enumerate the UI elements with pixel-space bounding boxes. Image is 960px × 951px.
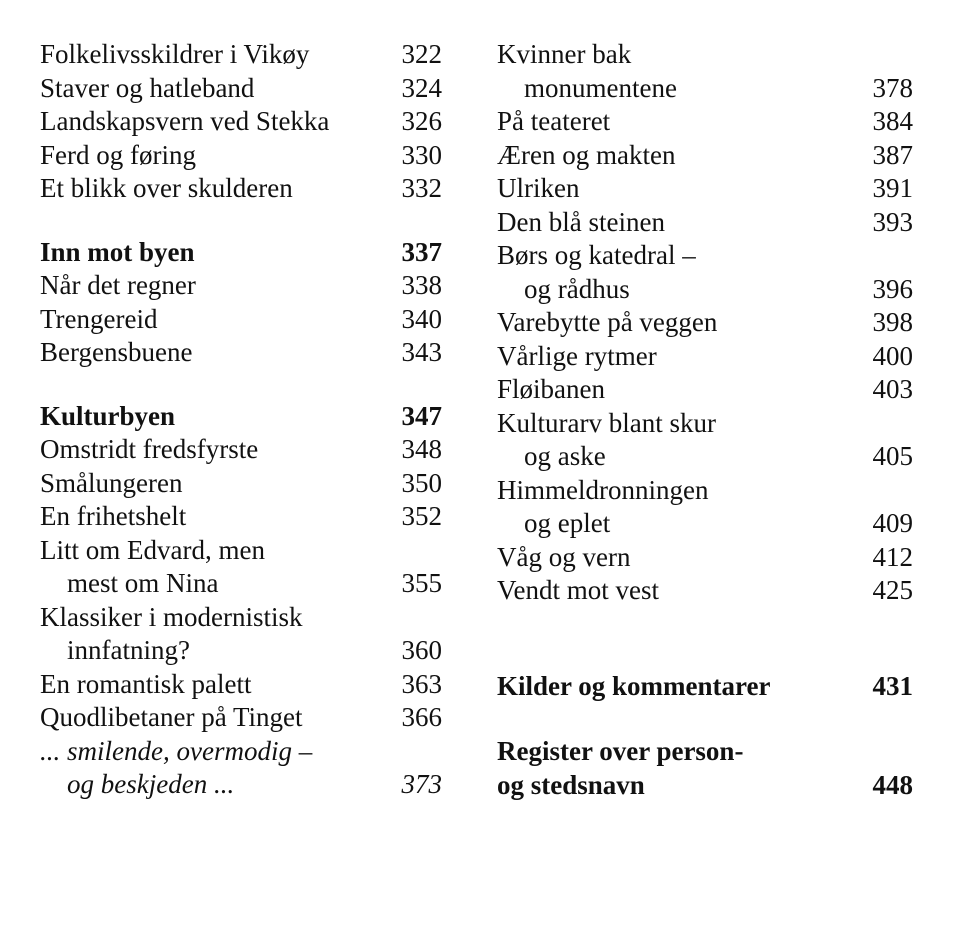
toc-section-page: 448 bbox=[872, 769, 913, 800]
toc-entry bbox=[497, 38, 913, 105]
toc-section-page: 347 bbox=[401, 400, 442, 431]
toc-entry-title: Litt om Edvard, men mest om Nina bbox=[40, 534, 265, 598]
toc-entry-title: På teateret bbox=[497, 106, 611, 136]
toc-entry bbox=[497, 306, 913, 340]
toc-entry bbox=[40, 668, 442, 702]
toc-entry-title: Quodlibetaner på Tinget bbox=[40, 702, 303, 732]
toc-entry-page: 400 bbox=[872, 340, 913, 371]
toc-entry-page: 412 bbox=[872, 541, 913, 572]
toc-entry-title: Varebytte på veggen bbox=[497, 307, 718, 337]
toc-section-title: Register over person- og stedsnavn bbox=[497, 736, 744, 800]
toc-entry-page: 403 bbox=[872, 374, 913, 404]
toc-entry bbox=[497, 172, 913, 206]
toc-entry bbox=[497, 206, 913, 240]
toc-entry-page: 387 bbox=[872, 139, 913, 170]
toc-entry bbox=[497, 105, 913, 139]
toc-entry-title: Staver og hatleband bbox=[40, 72, 255, 103]
toc-entry-page: 373 bbox=[401, 769, 442, 799]
toc-entry-page: 398 bbox=[872, 307, 913, 337]
toc-section-title: Kulturbyen bbox=[40, 400, 176, 431]
toc-section-page: 431 bbox=[872, 670, 913, 701]
toc-entry-title: Kvinner bak monumentene bbox=[497, 39, 677, 103]
toc-section-heading bbox=[497, 670, 913, 704]
toc-section-heading bbox=[40, 236, 442, 270]
toc-entry-title: Klassiker i modernistisk innfatning? bbox=[40, 601, 303, 665]
toc-entry bbox=[40, 269, 442, 303]
toc-entry-title: Kulturarv blant skur og aske bbox=[497, 407, 716, 471]
toc-entry-title: Våg og vern bbox=[497, 541, 631, 572]
toc-entry-title: Børs og katedral – og rådhus bbox=[497, 240, 696, 304]
toc-section-title: Inn mot byen bbox=[40, 236, 195, 267]
toc-entry bbox=[40, 534, 442, 601]
toc-entry bbox=[40, 433, 442, 467]
toc-entry bbox=[497, 574, 913, 608]
toc-entry-page: 378 bbox=[872, 72, 913, 103]
toc-entry-page: 425 bbox=[872, 575, 913, 605]
toc-entry bbox=[40, 303, 442, 337]
toc-entry-title: Vårlige rytmer bbox=[497, 340, 657, 371]
toc-entry-page: 384 bbox=[872, 106, 913, 136]
toc-entry-title: Ferd og føring bbox=[40, 139, 196, 170]
toc-entry-page: 396 bbox=[872, 273, 913, 304]
toc-entry-page: 393 bbox=[872, 206, 913, 237]
toc-section-page: 337 bbox=[401, 236, 442, 267]
toc-entry bbox=[497, 541, 913, 575]
toc-entry-title: Den blå steinen bbox=[497, 206, 665, 237]
toc-entry bbox=[40, 172, 442, 206]
toc-entry-title: Folkelivsskildrer i Vikøy bbox=[40, 39, 310, 69]
toc-entry-title: Æren og makten bbox=[497, 139, 676, 170]
toc-entry-page: 340 bbox=[401, 303, 442, 334]
toc-entry-page: 322 bbox=[401, 39, 442, 69]
toc-entry bbox=[40, 72, 442, 106]
toc-entry-title: Når det regner bbox=[40, 270, 196, 300]
toc-entry bbox=[40, 467, 442, 501]
toc-entry-page: 355 bbox=[401, 568, 442, 598]
toc-entry-title: Et blikk over skulderen bbox=[40, 173, 293, 203]
toc-entry bbox=[497, 239, 913, 306]
toc-entry-page: 332 bbox=[401, 173, 442, 203]
toc-entry-page: 350 bbox=[401, 467, 442, 498]
toc-entry bbox=[40, 38, 442, 72]
toc-entry-title: En romantisk palett bbox=[40, 668, 252, 699]
toc-entry-title: Himmeldronningen og eplet bbox=[497, 474, 709, 538]
toc-entry-page: 330 bbox=[401, 139, 442, 170]
toc-left-column bbox=[40, 38, 442, 802]
toc-entry-page: 338 bbox=[401, 270, 442, 300]
toc-entry-page: 409 bbox=[872, 508, 913, 538]
toc-entry bbox=[40, 105, 442, 139]
toc-entry-title: Bergensbuene bbox=[40, 337, 193, 367]
toc-entry-page: 343 bbox=[401, 337, 442, 367]
toc-entry bbox=[497, 474, 913, 541]
toc-entry bbox=[497, 139, 913, 173]
toc-entry-page: 360 bbox=[401, 635, 442, 665]
toc-entry bbox=[497, 373, 913, 407]
toc-entry-page: 363 bbox=[401, 668, 442, 699]
toc-section-title: Kilder og kommentarer bbox=[497, 670, 771, 701]
toc-entry-page: 405 bbox=[872, 441, 913, 471]
toc-entry-title: Ulriken bbox=[497, 173, 580, 203]
toc-section-heading bbox=[40, 400, 442, 434]
toc-entry bbox=[40, 735, 442, 802]
toc-entry-page: 352 bbox=[401, 501, 442, 531]
toc-entry-title: Trengereid bbox=[40, 303, 158, 334]
toc-entry-title: Vendt mot vest bbox=[497, 575, 659, 605]
toc-entry bbox=[40, 336, 442, 370]
toc-entry-title: Omstridt fredsfyrste bbox=[40, 434, 259, 464]
toc-entry-title: Fløibanen bbox=[497, 374, 605, 404]
toc-entry bbox=[40, 500, 442, 534]
toc-entry-page: 348 bbox=[401, 434, 442, 464]
toc-entry-page: 324 bbox=[401, 72, 442, 103]
toc-entry bbox=[40, 601, 442, 668]
toc-entry-page: 366 bbox=[401, 702, 442, 732]
toc-entry-title: Landskapsvern ved Stekka bbox=[40, 106, 330, 136]
toc-right-column bbox=[497, 38, 913, 802]
toc-entry-title: Smålungeren bbox=[40, 467, 183, 498]
toc-entry-page: 391 bbox=[872, 173, 913, 203]
toc-entry-page: 326 bbox=[401, 106, 442, 136]
toc-entry-title: En frihetshelt bbox=[40, 501, 187, 531]
toc-entry bbox=[497, 407, 913, 474]
toc-entry bbox=[40, 139, 442, 173]
toc-entry bbox=[497, 340, 913, 374]
toc-entry-title: ... smilende, overmodig – og beskjeden ... bbox=[40, 735, 313, 799]
toc-entry bbox=[40, 701, 442, 735]
toc-section-heading bbox=[497, 735, 913, 802]
